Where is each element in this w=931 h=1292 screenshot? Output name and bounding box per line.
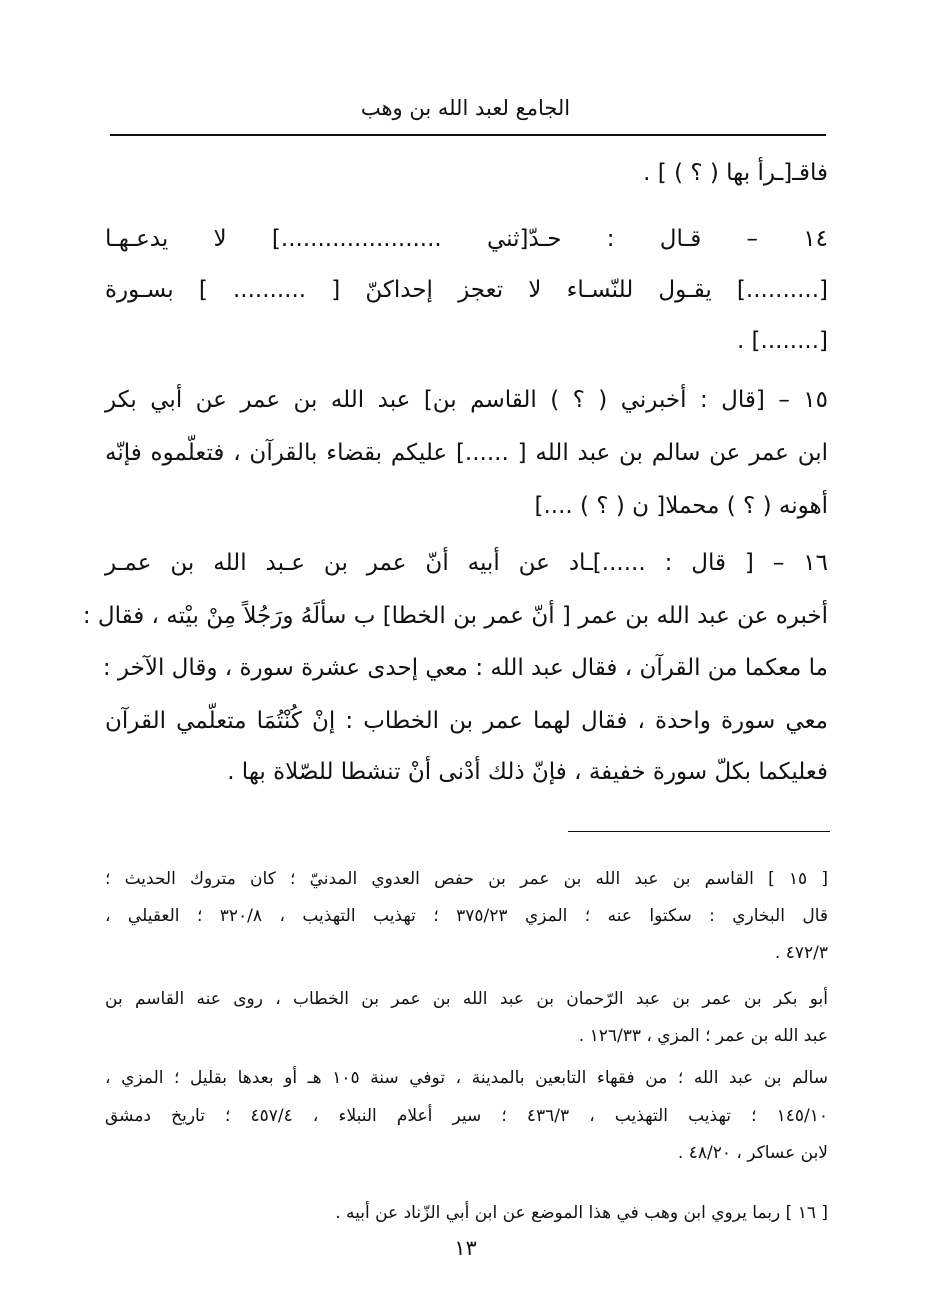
footnote-line: عبد الله بن عمر ؛ المزي ، ١٢٦/٣٣ .: [578, 1026, 828, 1046]
footnote-line: ١٤٥/١٠ ؛ تهذيب التهذيب ، ٤٣٦/٣ ؛ سير أعلام النبلاء ، ٤٥٧/٤ ؛ تاريخ دمشق: [105, 1106, 828, 1126]
body-line: فاقـ[ـرأ بها ( ؟ ) ] .: [643, 160, 828, 186]
header-rule: [110, 134, 826, 136]
body-line: أهونه ( ؟ ) محملا[ ن ( ؟ ) ....]: [534, 493, 828, 519]
footnote-line: [ ١٥ ] القاسم بن عبد الله بن عمر بن حفص العدوي المدنيّ ؛ كان متروك الحديث ؛: [105, 869, 829, 889]
footnote-line: سالم بن عبد الله ؛ من فقهاء التابعين بالمدينة ، توفي سنة ١٠٥ هـ أو بعدها بقليل ؛ المزي ،: [105, 1068, 828, 1088]
footnote-line: [ ١٦ ] ربما يروي ابن وهب في هذا الموضع عن ابن أبي الزّناد عن أبيه .: [335, 1203, 828, 1223]
body-line: [........] .: [736, 328, 828, 354]
body-line: ما معكما من القرآن ، فقال عبد الله : معي إحدى عشرة سورة ، وقال الآخر :: [102, 655, 828, 681]
body-line: ١٦ – [ قال : ......]ـاد عن أبيه أنّ عمر بن عـبد الله بن عمـر: [105, 550, 828, 576]
body-line: ابن عمر عن سالم بن عبد الله [ ......] عليكم بقضاء بالقرآن ، فتعلّموه فإنّه: [105, 440, 828, 466]
footnote-separator: [568, 831, 830, 832]
body-line: ١٥ – [قال : أخبرني ( ؟ ) القاسم بن] عبد الله بن عمر عن أبي بكر: [105, 387, 828, 413]
footnote-line: ٤٧٢/٣ .: [774, 943, 828, 963]
footnote-line: لابن عساكر ، ٤٨/٢٠ .: [677, 1143, 828, 1163]
body-line: فعليكما بكلّ سورة خفيفة ، فإنّ ذلك أدْنى أنْ تنشطا للصّلاة بها .: [227, 759, 828, 785]
page-number: ١٣: [454, 1236, 477, 1260]
running-header-title: الجامع لعبد الله بن وهب: [360, 96, 571, 120]
footnote-line: قال البخاري : سكتوا عنه ؛ المزي ٣٧٥/٢٣ ؛ تهذيب التهذيب ، ٣٢٠/٨ ؛ العقيلي ،: [105, 906, 829, 926]
body-line: معي سورة واحدة ، فقال لهما عمر بن الخطاب : إنْ كُنْتُمَا متعلّمي القرآن: [105, 708, 828, 734]
footnote-line: أبو بكر بن عمر بن عبد الرّحمان بن عبد الله بن عمر بن الخطاب ، روى عنه القاسم بن: [105, 989, 828, 1009]
body-line: ١٤ – قـال : حـدّ[ثني ......................] لا يدعـهـا: [105, 226, 828, 252]
body-line: [..........] يقـول للنّسـاء لا تعجز إحداكنّ [ .......... ] بسـورة: [105, 277, 828, 303]
body-line: أخبره عن عبد الله بن عمر [ أنّ عمر بن الخطا] ب سألَهُ ورَجُلاً مِنْ بيْته ، فقال :: [82, 603, 828, 629]
